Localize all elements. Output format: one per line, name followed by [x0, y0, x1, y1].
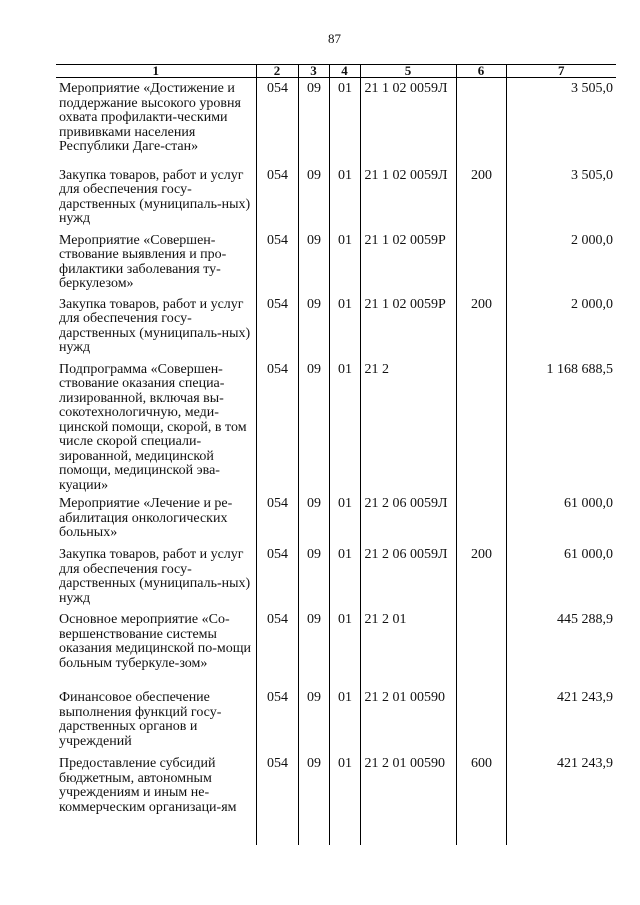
row-name: Закупка товаров, работ и услуг для обеспечения госу-дарственных (муниципаль-ных) нужд	[59, 547, 251, 606]
table-row	[56, 493, 616, 544]
cell-col-6: 200	[456, 544, 506, 609]
table-row	[56, 294, 616, 359]
cell-col-6: 200	[456, 294, 506, 359]
row-name: Закупка товаров, работ и услуг для обеспечения госу-дарственных (муниципаль-ных) нужд	[59, 296, 251, 355]
cell-col-6	[456, 230, 506, 294]
cell-col-2: 054	[256, 687, 298, 753]
table-row	[56, 359, 616, 494]
header-col-7: 7	[506, 65, 616, 78]
header-col-2: 2	[256, 65, 298, 78]
budget-table	[56, 64, 616, 845]
cell-col-5: 21 2	[360, 359, 456, 494]
row-name: Мероприятие «Достижение и поддержание высокого уровня охвата профилакти-ческими прививками населения Республики Даге-стан»	[59, 81, 241, 154]
cell-col-6	[456, 609, 506, 687]
cell-col-3: 09	[298, 753, 329, 845]
cell-col-4: 01	[329, 753, 360, 845]
header-col-1: 1	[56, 65, 256, 78]
cell-col-4: 01	[329, 294, 360, 359]
cell-col-2: 054	[256, 753, 298, 845]
row-name: Предоставление субсидий бюджетным, автономным учреждениям и иным не-коммерческим организаци-ям	[59, 756, 237, 815]
row-name: Закупка товаров, работ и услуг для обеспечения госу-дарственных (муниципаль-ных) нужд	[59, 167, 251, 226]
cell-col-4: 01	[329, 165, 360, 230]
cell-col-4: 01	[329, 78, 360, 165]
cell-col-5: 21 1 02 0059Л	[360, 78, 456, 165]
cell-col-3: 09	[298, 230, 329, 294]
cell-col-5: 21 1 02 0059Л	[360, 165, 456, 230]
table-row	[56, 753, 616, 845]
header-row	[56, 65, 616, 78]
cell-col-7: 1 168 688,5	[506, 359, 616, 494]
table-row	[56, 687, 616, 753]
cell-col-2: 054	[256, 230, 298, 294]
cell-col-2: 054	[256, 165, 298, 230]
cell-col-2: 054	[256, 78, 298, 165]
cell-col-3: 09	[298, 544, 329, 609]
cell-col-2: 054	[256, 294, 298, 359]
cell-col-3: 09	[298, 493, 329, 544]
cell-col-7: 421 243,9	[506, 753, 616, 845]
cell-col-6	[456, 78, 506, 165]
cell-col-6	[456, 493, 506, 544]
page-number: 87	[328, 31, 341, 46]
row-name: Мероприятие «Лечение и ре-абилитация онкологических больных»	[59, 496, 233, 540]
cell-col-7: 61 000,0	[506, 493, 616, 544]
table-row	[56, 230, 616, 294]
table-row	[56, 609, 616, 687]
cell-col-7: 445 288,9	[506, 609, 616, 687]
cell-col-5: 21 1 02 0059Р	[360, 230, 456, 294]
cell-col-4: 01	[329, 359, 360, 494]
cell-col-6	[456, 359, 506, 494]
table-row	[56, 78, 616, 165]
cell-col-5: 21 2 01	[360, 609, 456, 687]
row-name: Финансовое обеспечение выполнения функций госу-дарственных органов и учреждений	[59, 690, 222, 749]
table-row	[56, 165, 616, 230]
cell-col-5: 21 2 01 00590	[360, 687, 456, 753]
cell-col-7: 3 505,0	[506, 165, 616, 230]
cell-col-7: 2 000,0	[506, 294, 616, 359]
header-col-4: 4	[329, 65, 360, 78]
cell-col-4: 01	[329, 544, 360, 609]
row-name: Подпрограмма «Совершен-ствование оказания специа-лизированной, включая вы-сокотехнологичную, меди-цинской помощи, скорой, в том числе скорой специали-зированной, медицинской помощи, медицинской эва-куации»	[59, 361, 247, 493]
cell-col-3: 09	[298, 687, 329, 753]
cell-col-3: 09	[298, 78, 329, 165]
header-col-5: 5	[360, 65, 456, 78]
header-col-6: 6	[456, 65, 506, 78]
cell-col-7: 3 505,0	[506, 78, 616, 165]
cell-col-4: 01	[329, 493, 360, 544]
row-name: Основное мероприятие «Со-вершенствование системы оказания медицинской по-мощи больным туберкуле-зом»	[59, 612, 252, 671]
cell-col-3: 09	[298, 359, 329, 494]
cell-col-6: 600	[456, 753, 506, 845]
cell-col-3: 09	[298, 609, 329, 687]
cell-col-6: 200	[456, 165, 506, 230]
row-name: Мероприятие «Совершен-ствование выявления и про-филактики заболевания ту-беркулезом»	[59, 232, 227, 291]
cell-col-2: 054	[256, 493, 298, 544]
cell-col-3: 09	[298, 294, 329, 359]
cell-col-3: 09	[298, 165, 329, 230]
cell-col-2: 054	[256, 544, 298, 609]
cell-col-4: 01	[329, 230, 360, 294]
cell-col-7: 2 000,0	[506, 230, 616, 294]
header-col-3: 3	[298, 65, 329, 78]
cell-col-5: 21 2 06 0059Л	[360, 493, 456, 544]
cell-col-2: 054	[256, 609, 298, 687]
cell-col-5: 21 2 06 0059Л	[360, 544, 456, 609]
cell-col-2: 054	[256, 359, 298, 494]
table-row	[56, 544, 616, 609]
cell-col-4: 01	[329, 609, 360, 687]
cell-col-5: 21 2 01 00590	[360, 753, 456, 845]
cell-col-7: 421 243,9	[506, 687, 616, 753]
cell-col-4: 01	[329, 687, 360, 753]
cell-col-6	[456, 687, 506, 753]
cell-col-5: 21 1 02 0059Р	[360, 294, 456, 359]
cell-col-7: 61 000,0	[506, 544, 616, 609]
